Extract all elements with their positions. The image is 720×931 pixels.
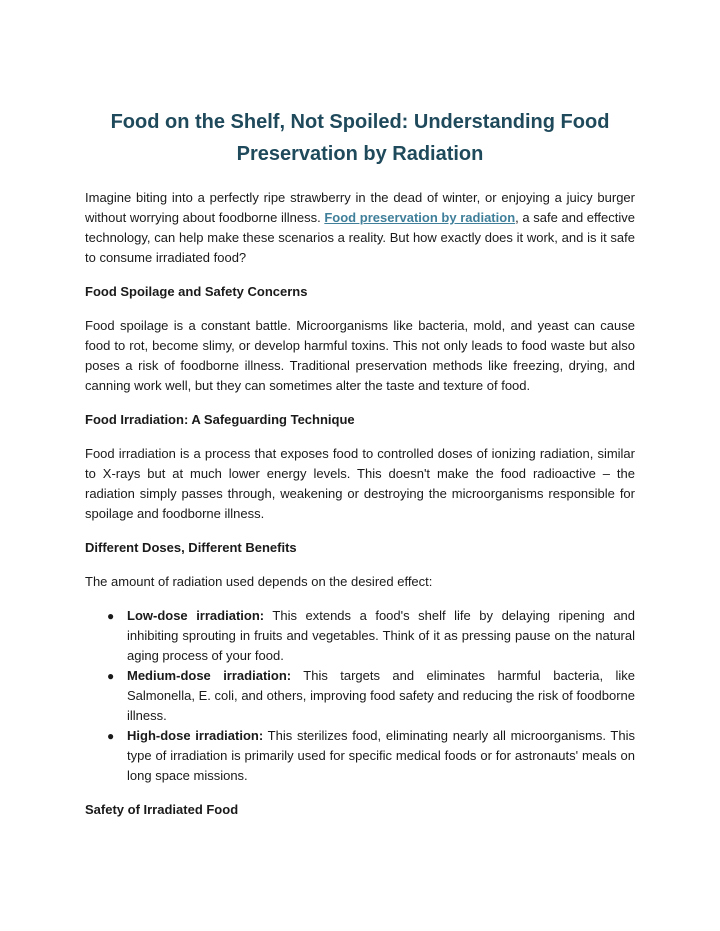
intro-text-before: Imagine biting into a perfectly ripe strawberry in the dead of winter, or enjoying a juicy burger without worrying about foodborne illness.: [85, 190, 635, 225]
list-item-high-dose: [107, 726, 635, 786]
intro-text-after: , a safe and effective technology, can help make these scenarios a reality. But how exactly does it work, and is it safe to consume irradiated food?: [85, 210, 635, 265]
section-heading-irradiation: Food Irradiation: A Safeguarding Technique: [85, 412, 355, 427]
bullet-icon: ●: [107, 669, 115, 683]
dose-label: High-dose irradiation:: [127, 728, 264, 743]
section-heading-spoilage: Food Spoilage and Safety Concerns: [85, 284, 308, 299]
food-preservation-link[interactable]: Food preservation by radiation: [324, 210, 516, 225]
section-body-spoilage: Food spoilage is a constant battle. Microorganisms like bacteria, mold, and yeast can cause food to rot, become slimy, or develop harmful toxins. This not only leads to food waste but also poses a risk of foodborne illness. Traditional preservation methods like freezing, drying, and canning work well, but they can sometimes alter the taste and texture of food.: [85, 318, 635, 393]
section-body-irradiation: Food irradiation is a process that exposes food to controlled doses of ionizing radiation, similar to X-rays but at much lower energy levels. This doesn't make the food radioactive – the radiation simply passes through, weakening or destroying the microorganisms responsible for spoilage and foodborne illness.: [85, 446, 635, 521]
list-item-low-dose: [107, 606, 636, 666]
intro-paragraph: [85, 188, 635, 268]
bullet-icon: ●: [107, 729, 115, 743]
dose-text: This sterilizes food, eliminating nearly all microorganisms. This type of irradiation is primarily used for specific medical foods or for astronauts' meals on long space missions.: [127, 728, 635, 783]
page-title: Food on the Shelf, Not Spoiled: Understanding Food Preservation by Radiation: [110, 111, 610, 165]
section-heading-safety: Safety of Irradiated Food: [85, 802, 239, 817]
dose-text: This targets and eliminates harmful bacteria, like Salmonella, E. coli, and others, improving food safety and reducing the risk of foodborne illness.: [127, 668, 635, 723]
list-item-medium-dose: [107, 666, 635, 726]
dose-label: Medium-dose irradiation:: [127, 668, 292, 683]
section-heading-doses: Different Doses, Different Benefits: [85, 540, 297, 555]
bullet-icon: ●: [107, 609, 115, 623]
dose-list: [85, 606, 635, 786]
dose-text: This extends a food's shelf life by delaying ripening and inhibiting sprouting in fruits and vegetables. Think of it as pressing pause on the natural aging process of your food.: [127, 608, 636, 663]
dose-label: Low-dose irradiation:: [127, 608, 265, 623]
section-body-doses: The amount of radiation used depends on the desired effect:: [85, 574, 433, 589]
